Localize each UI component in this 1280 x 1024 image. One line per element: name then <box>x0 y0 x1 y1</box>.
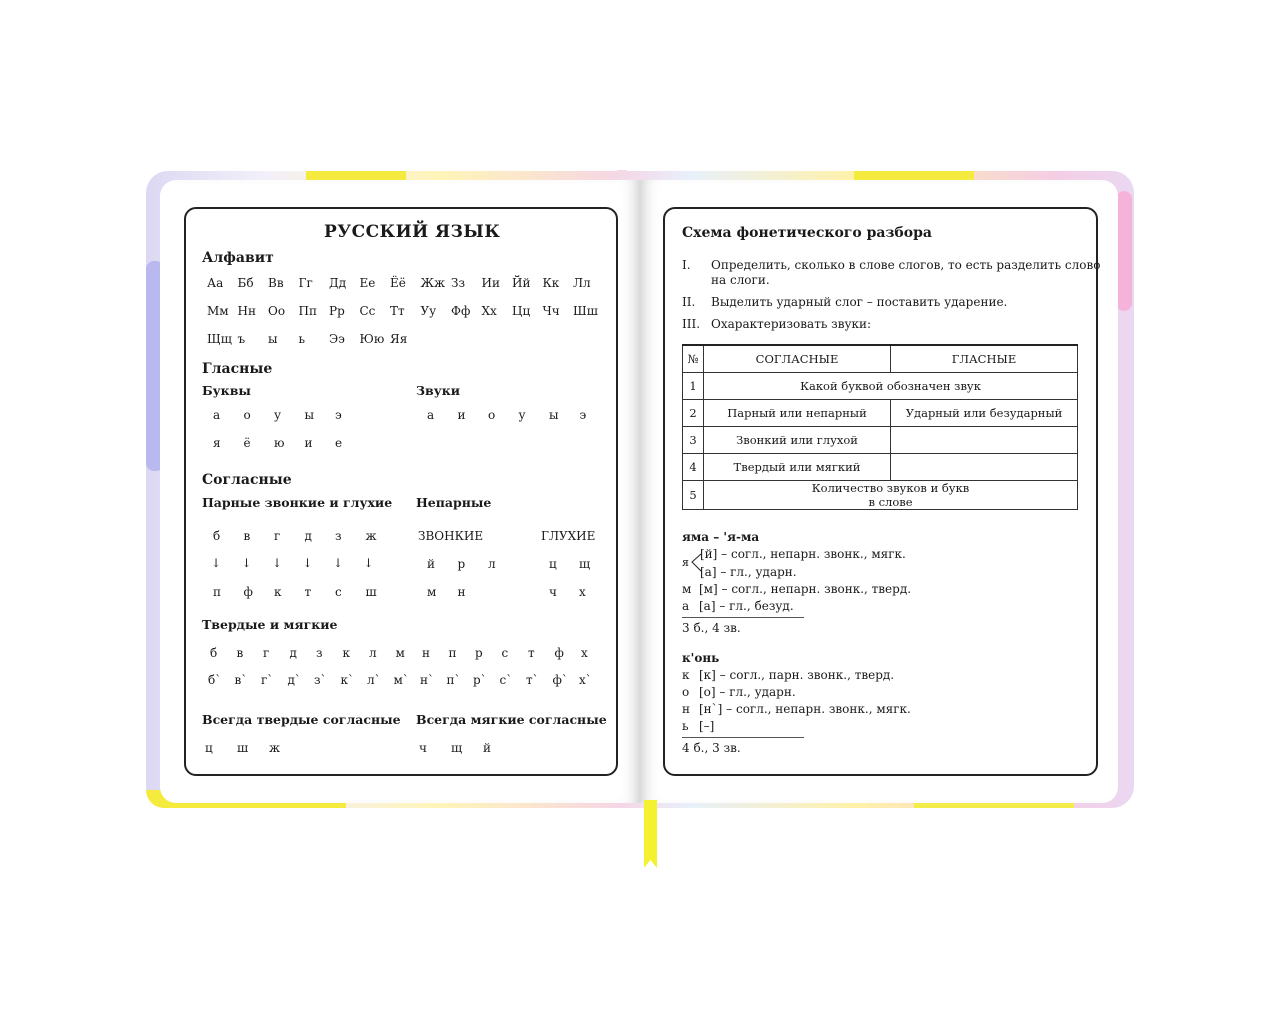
paired-voiced-letter: в <box>243 529 251 543</box>
soft-consonant: с` <box>499 673 513 687</box>
example-line: [й] – согл., непарн. звонк., мягк. <box>700 547 906 561</box>
divider <box>682 737 804 738</box>
left-page-frame <box>184 207 618 776</box>
consonants-heading: Согласные <box>202 472 292 488</box>
always-hard-letter: ц <box>205 741 213 755</box>
bookmark-ribbon <box>644 800 657 868</box>
table-header-consonants: СОГЛАСНЫЕ <box>704 345 891 373</box>
table-cell <box>891 454 1078 481</box>
example-letter: ь <box>682 719 689 733</box>
example-line: [а] – гл., безуд. <box>699 599 794 613</box>
table-row <box>683 345 1078 373</box>
example-line: [к] – согл., парн. звонк., тверд. <box>699 668 895 682</box>
vowel-letter: я <box>213 436 221 450</box>
alphabet-letter: Юю <box>359 332 385 346</box>
soft-consonant: р` <box>473 673 487 687</box>
hard-consonant: ф <box>554 646 564 660</box>
step-number: III. <box>682 317 701 331</box>
table-cell: Какой буквой обозначен звук <box>704 373 1078 400</box>
scheme-title: Схема фонетического разбора <box>682 225 932 241</box>
alphabet-letter: Аа <box>207 276 224 290</box>
arrow-down-icon: ↓ <box>363 556 374 570</box>
sounds-heading: Звуки <box>416 383 461 398</box>
alphabet-letter: Цц <box>512 304 531 318</box>
step-number: I. <box>682 258 691 272</box>
alphabet-letter: Щщ <box>207 332 232 346</box>
paired-voiced-letter: г <box>274 529 281 543</box>
example-word: к'онь <box>682 651 720 665</box>
unpaired-heading: Непарные <box>416 495 492 510</box>
phonetic-table <box>682 344 1078 510</box>
alphabet-letter: Вв <box>268 276 284 290</box>
arrow-down-icon: ↓ <box>333 556 344 570</box>
alphabet-letter: Нн <box>237 304 256 318</box>
paired-voiceless-letter: п <box>213 585 221 599</box>
soft-consonant: м` <box>393 673 409 687</box>
hard-consonant: б <box>210 646 218 660</box>
hard-soft-heading: Твердые и мягкие <box>202 617 338 632</box>
soft-consonant: х` <box>579 673 592 687</box>
example-letter: а <box>682 599 690 613</box>
soft-consonant: т` <box>526 673 539 687</box>
alphabet-letter: Ёё <box>390 276 406 290</box>
soft-consonant: п` <box>446 673 461 687</box>
table-cell: 1 <box>683 373 704 400</box>
hard-consonant: п <box>448 646 457 660</box>
vowel-letter: а <box>213 408 221 422</box>
alphabet-letter: Уу <box>420 304 437 318</box>
alphabet-letter: Ии <box>481 276 500 290</box>
hard-consonant: с <box>501 646 509 660</box>
alphabet-letter: Шш <box>573 304 598 318</box>
table-cell: 2 <box>683 400 704 427</box>
table-cell <box>891 427 1078 454</box>
alphabet-letter: Рр <box>329 304 345 318</box>
vowel-letter: и <box>304 436 313 450</box>
always-soft-letter: щ <box>451 741 463 755</box>
step-text: Выделить ударный слог – поставить ударение. <box>711 295 1008 309</box>
hard-consonant: л <box>369 646 377 660</box>
paired-heading: Парные звонкие и глухие <box>202 495 393 510</box>
unpaired-voiceless-letter: щ <box>579 557 591 571</box>
table-row <box>683 454 1078 481</box>
hard-consonant: к <box>342 646 350 660</box>
vowel-letter: е <box>335 436 343 450</box>
alphabet-letter: Лл <box>573 276 591 290</box>
alphabet-letter: ъ <box>237 332 246 346</box>
example-total: 4 б., 3 зв. <box>682 741 741 755</box>
soft-consonant: в` <box>234 673 248 687</box>
table-row <box>683 400 1078 427</box>
alphabet-letter: ы <box>268 332 278 346</box>
alphabet-letter: Бб <box>237 276 254 290</box>
table-header-vowels: ГЛАСНЫЕ <box>891 345 1078 373</box>
vowel-letter: ы <box>304 408 315 422</box>
example-word: яма – 'я-ма <box>682 530 760 544</box>
page-title: РУССКИЙ ЯЗЫК <box>324 222 501 242</box>
table-cell: Парный или непарный <box>704 400 891 427</box>
hard-consonant: н <box>422 646 430 660</box>
example-letter: н <box>682 702 690 716</box>
alphabet-letter: Кк <box>542 276 560 290</box>
always-hard-heading: Всегда твердые согласные <box>202 712 401 727</box>
alphabet-letter: Пп <box>298 304 317 318</box>
unpaired-voiced-letter: м <box>427 585 437 599</box>
vowel-letter: ю <box>274 436 285 450</box>
divider <box>682 617 804 618</box>
alphabet-letter: Хх <box>481 304 497 318</box>
alphabet-letter: Чч <box>542 304 560 318</box>
vowel-sound: э <box>579 408 587 422</box>
table-cell <box>704 481 1078 510</box>
vowel-letter: ё <box>243 436 251 450</box>
vowel-sound: о <box>488 408 496 422</box>
step-text: на слоги. <box>711 273 770 287</box>
vowel-sound: ы <box>549 408 559 422</box>
alphabet-letter: ь <box>298 332 306 346</box>
alphabet-letter: Мм <box>207 304 229 318</box>
letters-heading: Буквы <box>202 383 251 398</box>
soft-consonant: д` <box>287 673 301 687</box>
soft-consonant: л` <box>367 673 381 687</box>
vowel-letter: у <box>274 408 282 422</box>
soft-consonant: б` <box>208 673 222 687</box>
voiced-label: ЗВОНКИЕ <box>418 529 484 543</box>
unpaired-voiceless-letter: х <box>579 585 586 599</box>
paired-voiceless-letter: к <box>274 585 282 599</box>
vowel-sound: и <box>457 408 466 422</box>
alphabet-letter: Ее <box>359 276 376 290</box>
arrow-down-icon: ↓ <box>302 556 313 570</box>
table-row <box>683 373 1078 400</box>
arrow-down-icon: ↓ <box>241 556 252 570</box>
step-text: Определить, сколько в слове слогов, то есть разделить слово <box>711 258 1101 272</box>
vowel-letter: о <box>243 408 251 422</box>
alphabet-letter: Сс <box>359 304 376 318</box>
example-letter: я <box>682 556 689 569</box>
paired-voiced-letter: з <box>335 529 342 543</box>
alphabet-letter: Оо <box>268 304 286 318</box>
soft-consonant: ф` <box>552 673 568 687</box>
alphabet-letter: Яя <box>390 332 408 346</box>
table-row <box>683 481 1078 510</box>
paired-voiceless-letter: с <box>335 585 342 599</box>
alphabet-letter: Гг <box>298 276 313 290</box>
soft-consonant: к` <box>340 673 354 687</box>
table-cell: Ударный или безударный <box>891 400 1078 427</box>
table-cell: 4 <box>683 454 704 481</box>
hard-consonant: р <box>475 646 483 660</box>
example-letter: м <box>682 582 692 596</box>
example-letter: к <box>682 668 690 682</box>
cover-pattern <box>1116 191 1132 311</box>
table-cell: Твердый или мягкий <box>704 454 891 481</box>
hard-consonant: т <box>528 646 535 660</box>
table-cell: 3 <box>683 427 704 454</box>
soft-consonant: г` <box>261 673 274 687</box>
always-soft-letter: ч <box>419 741 427 755</box>
example-line: [а] – гл., ударн. <box>700 565 797 579</box>
hard-consonant: м <box>395 646 405 660</box>
vowel-sound: у <box>518 408 526 422</box>
paired-voiceless-letter: ф <box>243 585 253 599</box>
alphabet-letter: Фф <box>451 304 471 318</box>
unpaired-voiced-letter: н <box>457 585 466 599</box>
hard-consonant: д <box>289 646 297 660</box>
unpaired-voiced-letter: р <box>457 557 466 571</box>
table-cell-line: Количество звуков и букв <box>811 481 970 495</box>
always-soft-heading: Всегда мягкие согласные <box>416 712 607 727</box>
paired-voiced-letter: д <box>304 529 312 543</box>
unpaired-voiced-letter: й <box>427 557 435 571</box>
table-cell: 5 <box>683 481 704 510</box>
paired-voiced-letter: ж <box>365 529 377 543</box>
example-line: [–] <box>699 719 715 733</box>
paired-voiceless-letter: ш <box>365 585 377 599</box>
arrow-down-icon: ↓ <box>272 556 283 570</box>
table-header-num: № <box>683 345 704 373</box>
step-text: Охарактеризовать звуки: <box>711 317 872 331</box>
vowel-letter: э <box>335 408 342 422</box>
alphabet-letter: Зз <box>451 276 466 290</box>
hard-consonant: з <box>316 646 323 660</box>
hard-consonant: г <box>263 646 270 660</box>
voiceless-label: ГЛУХИЕ <box>541 529 596 543</box>
alphabet-letter: Ээ <box>329 332 345 346</box>
table-row <box>683 427 1078 454</box>
table-cell-line: в слове <box>868 495 913 509</box>
arrow-down-icon: ↓ <box>211 556 222 570</box>
soft-consonant: н` <box>420 673 434 687</box>
example-line: [н`] – согл., непарн. звонк., мягк. <box>699 702 911 716</box>
step-number: II. <box>682 295 696 309</box>
vowel-sound: а <box>427 408 435 422</box>
soft-consonant: з` <box>314 673 327 687</box>
hard-consonant: в <box>236 646 244 660</box>
paired-voiced-letter: б <box>213 529 221 543</box>
unpaired-voiceless-letter: ч <box>549 585 557 599</box>
always-hard-letter: ш <box>237 741 249 755</box>
paired-voiceless-letter: т <box>304 585 312 599</box>
always-hard-letter: ж <box>269 741 281 755</box>
table-cell: Звонкий или глухой <box>704 427 891 454</box>
example-line: [м] – согл., непарн. звонк., тверд. <box>699 582 912 596</box>
alphabet-letter: Жж <box>420 276 446 290</box>
vowels-heading: Гласные <box>202 361 273 377</box>
example-line: [о] – гл., ударн. <box>699 685 796 699</box>
hard-consonant: х <box>581 646 588 660</box>
alphabet-letter: Йй <box>512 276 531 290</box>
example-total: 3 б., 4 зв. <box>682 621 741 635</box>
alphabet-letter: Дд <box>329 276 347 290</box>
alphabet-heading: Алфавит <box>202 250 274 266</box>
unpaired-voiceless-letter: ц <box>549 557 557 571</box>
example-letter: о <box>682 685 690 699</box>
alphabet-letter: Тт <box>390 304 405 318</box>
unpaired-voiced-letter: л <box>488 557 496 571</box>
always-soft-letter: й <box>483 741 491 755</box>
